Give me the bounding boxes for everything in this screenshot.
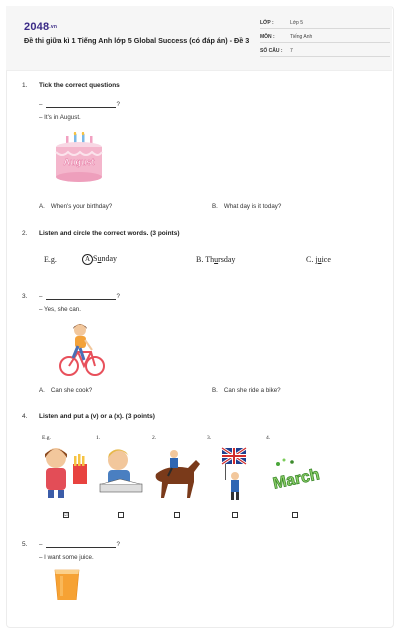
girl-with-fries-image xyxy=(40,444,92,500)
birthday-cake-image xyxy=(52,132,106,186)
juice-glass-image xyxy=(52,568,82,600)
march-label: March xyxy=(271,466,322,493)
q4-item-4-checkbox[interactable] xyxy=(292,512,298,518)
question-number: 1. xyxy=(22,82,28,89)
page-card xyxy=(6,6,394,628)
question-3-blank-line: – ? xyxy=(39,293,120,300)
q2-option-a[interactable]: A Sunday xyxy=(82,254,117,265)
question-1-answer: – It's in August. xyxy=(39,114,81,121)
q4-label-3: 3. xyxy=(207,435,212,441)
meta-label: SỐ CÂU : xyxy=(260,48,283,54)
girl-riding-bike-image xyxy=(58,322,106,378)
boy-reading-image xyxy=(96,446,146,498)
question-1-blank-line: – ? xyxy=(39,101,120,108)
question-number: 3. xyxy=(22,293,28,300)
uk-flag-boy-image xyxy=(220,446,250,504)
q4-item-1-checkbox[interactable] xyxy=(118,512,124,518)
header xyxy=(6,6,392,71)
meta-count-row xyxy=(260,46,390,57)
q4-item-2-checkbox[interactable] xyxy=(174,512,180,518)
question-2-text: Listen and circle the correct words. (3 points) xyxy=(39,230,180,237)
meta-subject-row xyxy=(260,32,390,43)
meta-value: 7 xyxy=(290,48,293,54)
meta-label: LỚP : xyxy=(260,20,274,26)
q4-label-example: E.g. xyxy=(42,435,51,441)
meta-value: Tiếng Anh xyxy=(290,34,313,40)
cake-label: August xyxy=(63,157,95,167)
q4-label-4: 4. xyxy=(266,435,271,441)
question-3-answer: – Yes, she can. xyxy=(39,306,81,313)
q2-option-c[interactable]: C. juice xyxy=(306,255,331,264)
q3-option-a[interactable]: A. Can she cook? xyxy=(39,387,93,394)
meta-label: MÔN : xyxy=(260,34,275,40)
q1-option-a[interactable]: A. When's your birthday? xyxy=(39,203,113,210)
q4-example-checkbox[interactable]: ☑ xyxy=(64,512,68,517)
question-4-text: Listen and put a (v) or a (x). (3 points) xyxy=(39,413,155,420)
q4-item-3-checkbox[interactable] xyxy=(232,512,238,518)
q1-option-b[interactable]: B. What day is it today? xyxy=(212,203,282,210)
question-5-blank-line: – ? xyxy=(39,541,120,548)
question-number: 4. xyxy=(22,413,28,420)
q2-option-b[interactable]: B. Thursday xyxy=(196,255,236,264)
march-text-image xyxy=(264,456,328,496)
q4-label-1: 1. xyxy=(96,435,101,441)
meta-class-row xyxy=(260,18,390,29)
question-number: 5. xyxy=(22,541,28,548)
question-1-text: Tick the correct questions xyxy=(39,82,120,89)
page-title: Đề thi giữa kì 1 Tiếng Anh lớp 5 Global Success (có đáp án) - Đề 3 xyxy=(24,36,250,45)
q2-example-label: E.g. xyxy=(44,255,57,264)
q3-option-b[interactable]: B. Can she ride a bike? xyxy=(212,387,281,394)
question-number: 2. xyxy=(22,230,28,237)
horse-riding-image xyxy=(150,448,206,502)
meta-value: Lớp 5 xyxy=(290,20,304,26)
circled-answer: A xyxy=(82,254,93,265)
site-logo[interactable]: 2048.vn xyxy=(24,21,58,33)
question-5-answer: – I want some juice. xyxy=(39,554,94,561)
q4-label-2: 2. xyxy=(152,435,157,441)
